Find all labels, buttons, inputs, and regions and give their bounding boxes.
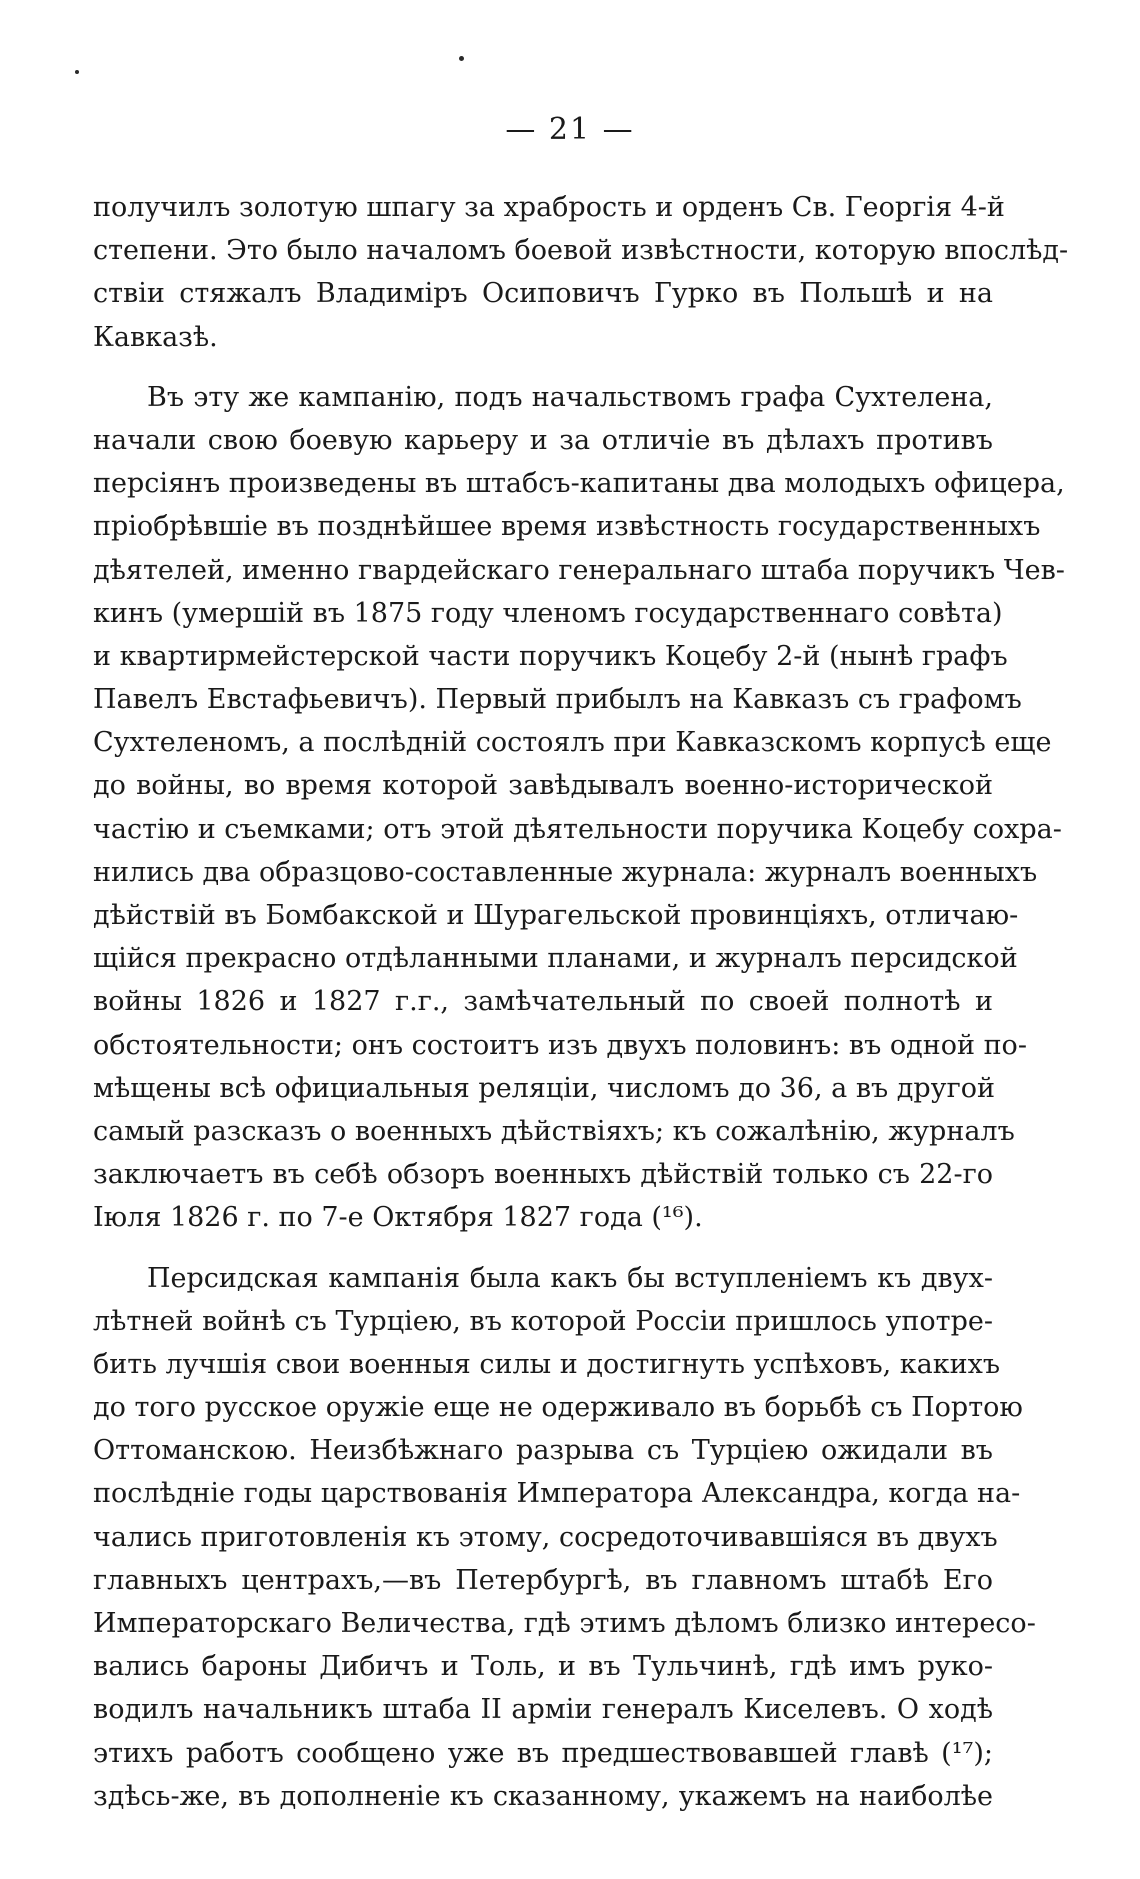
text-line: войны 1826 и 1827 г.г., замѣчательный по своей полнотѣ и [93,986,993,1018]
text-line: самый разсказъ о военныхъ дѣйствіяхъ; къ сожалѣнію, журналъ [93,1115,1015,1147]
text-line: здѣсь-же, въ дополненіе къ сказанному, укажемъ на наиболѣе [93,1780,993,1812]
print-speck [75,70,79,74]
paragraph-1 [93,186,1069,359]
text-line: кинъ (умершій въ 1875 году членомъ государственнаго совѣта) [93,597,1003,629]
text-line: мѣщены всѣ официальныя реляціи, числомъ до 36, а въ другой [93,1072,995,1104]
text-line: обстоятельности; онъ состоитъ изъ двухъ половинъ: въ одной по- [93,1029,1027,1061]
text-line: Персидская кампанія была какъ бы вступленіемъ къ двух- [147,1262,993,1294]
text-line: Императорскаго Величества, гдѣ этимъ дѣломъ близко интересо- [93,1608,1036,1639]
paragraph-2 [93,376,1065,1240]
text-line: водилъ начальникъ штаба II арміи генералъ Киселевъ. О ходѣ [93,1694,993,1726]
text-line: Іюля 1826 г. по 7-е Октября 1827 года (¹⁶). [93,1202,703,1234]
text-line: Оттоманскою. Неизбѣжнаго разрыва съ Турціею ожидали въ [93,1435,993,1467]
text-line: ствіи стяжалъ Владиміръ Осиповичъ Гурко въ Польшѣ и на [93,278,993,310]
text-line: персіянъ произведены въ штабсъ-капитаны два молодыхъ офицера, [93,468,1065,500]
text-line: начали свою боевую карьеру и за отличіе въ дѣлахъ противъ [93,424,993,456]
text-line: лѣтней войнѣ съ Турціею, въ которой Россіи пришлось употре- [93,1305,993,1337]
page-number: — 21 — [505,112,635,147]
text-line: главныхъ центрахъ,—въ Петербургѣ, въ главномъ штабѣ Его [93,1564,993,1596]
text-line: щійся прекрасно отдѣланными планами, и журналъ персидской [93,943,1018,975]
text-line: и квартирмейстерской части поручикъ Коцебу 2-й (нынѣ графъ [93,640,1008,672]
text-line: послѣдніе годы царствованія Императора Александра, когда на- [93,1478,1021,1510]
body-text [93,186,1069,1818]
text-line: частію и съемками; отъ этой дѣятельности поручика Коцебу сохра- [93,813,1062,845]
text-line: вались бароны Дибичъ и Толь, и въ Тульчинѣ, гдѣ имъ руко- [93,1651,993,1683]
text-line: этихъ работъ сообщено уже въ предшествовавшей главѣ (¹⁷); [93,1737,993,1769]
text-line: бить лучшія свои военныя силы и достигнуть успѣховъ, какихъ [93,1348,1001,1380]
text-line: до войны, во время которой завѣдывалъ военно-исторической [93,770,993,802]
text-line: Павелъ Евстафьевичъ). Первый прибылъ на Кавказъ съ графомъ [93,684,1022,716]
text-line: заключаетъ въ себѣ обзоръ военныхъ дѣйствій только съ 22-го [93,1159,993,1191]
print-speck [459,56,464,61]
text-line: нились два образцово-составленные журнала: журналъ военныхъ [93,856,1038,888]
text-line: до того русское оружіе еще не одерживало въ борьбѣ съ Портою [93,1392,1023,1424]
text-line: Сухтеленомъ, а послѣдній состоялъ при Кавказскомъ корпусѣ еще [93,727,1052,759]
text-line: степени. Это было началомъ боевой извѣстности, которую впослѣд- [93,235,1069,267]
text-line: чались приготовленія къ этому, сосредоточивавшіяся въ двухъ [93,1521,998,1553]
text-line: дѣйствій въ Бомбакской и Шурагельской провинціяхъ, отличаю- [93,900,1019,931]
text-line: получилъ золотую шпагу за храбрость и орденъ Св. Георгія 4-й [93,192,1005,223]
paragraph-3 [93,1257,1036,1818]
text-line: Въ эту же кампанію, подъ начальствомъ графа Сухтелена, [147,381,993,413]
text-line: дѣятелей, именно гвардейскаго генеральнаго штаба поручикъ Чев- [93,554,1065,586]
text-line: Кавказѣ. [93,321,218,353]
text-line: пріобрѣвшіе въ позднѣйшее время извѣстность государственныхъ [93,511,1041,543]
